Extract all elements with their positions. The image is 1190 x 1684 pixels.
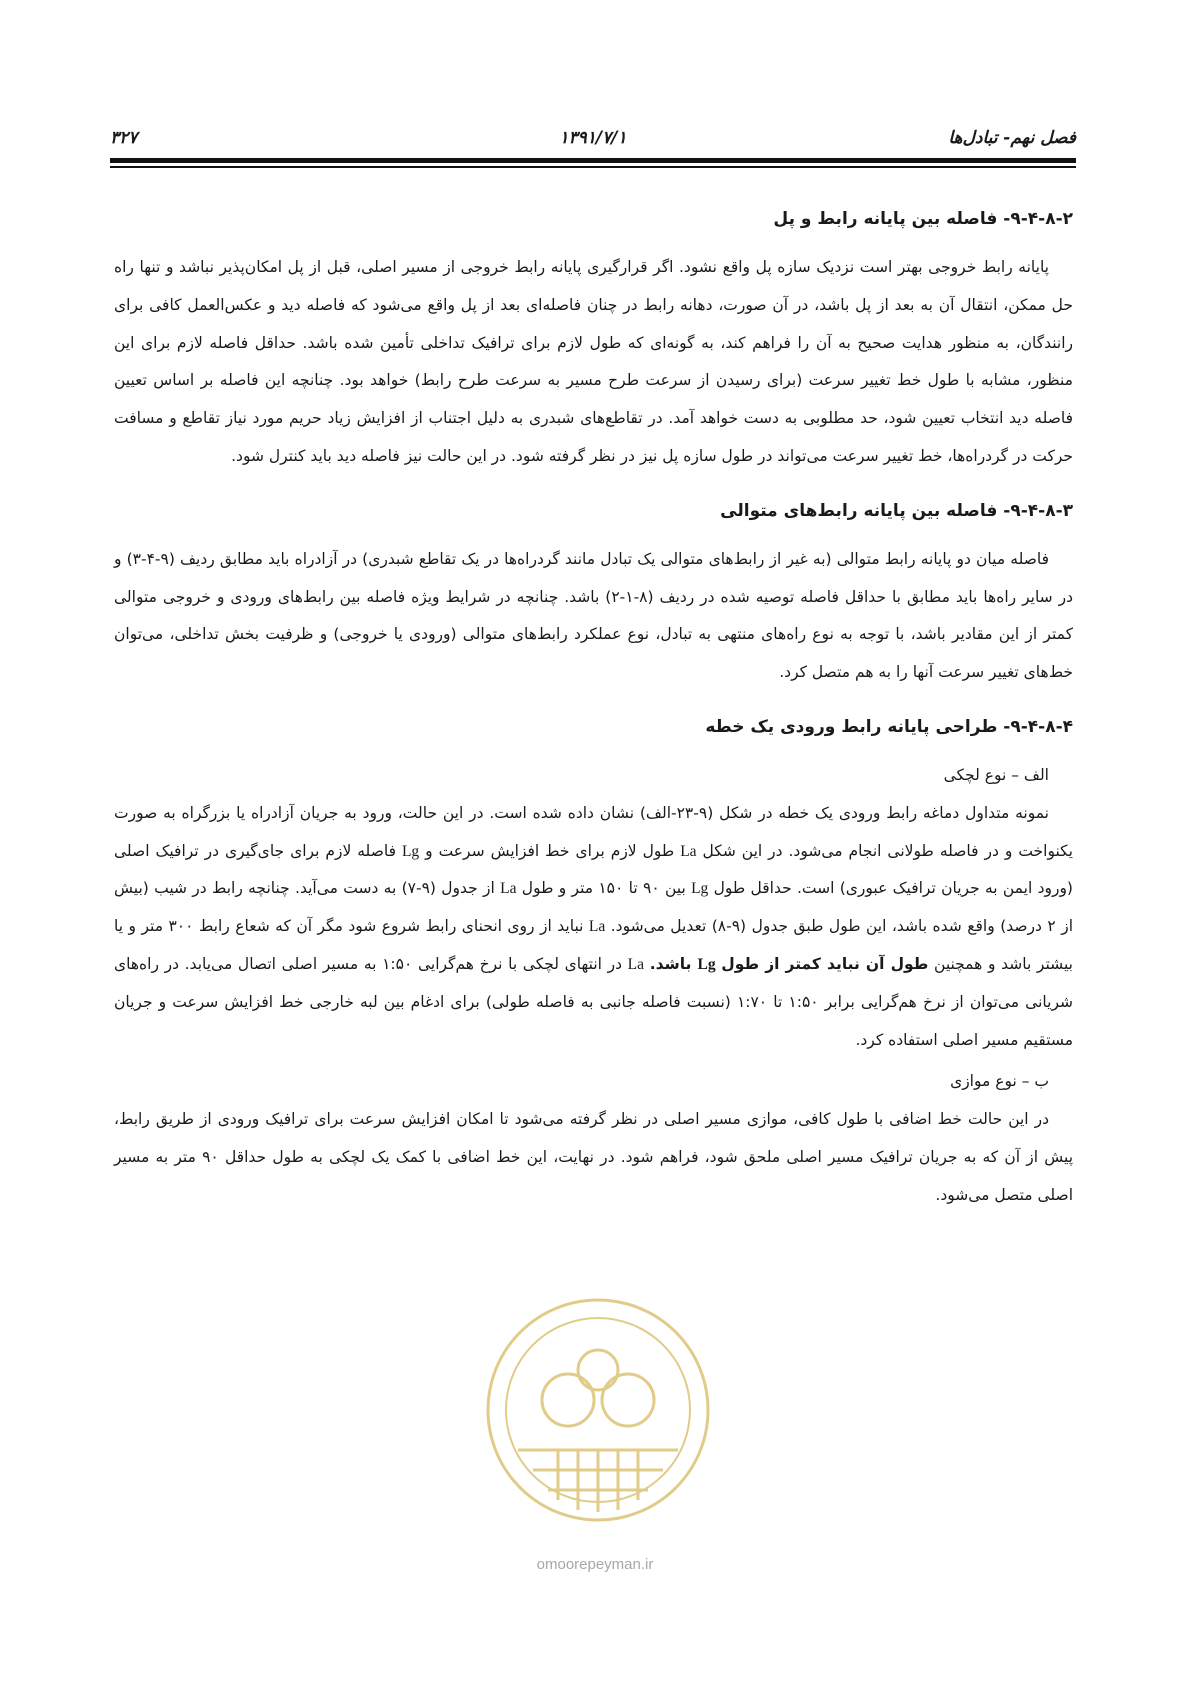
section-heading: ۹-۴-۸-۳- فاصله بین پایانه رابط‌های متوالی	[720, 500, 1073, 521]
watermark-site: omoorepeyman.ir	[536, 1556, 654, 1573]
paragraph: فاصله میان دو پایانه رابط متوالی (به غیر از رابط‌های متوالی یک تبادل مانند گردراه‌ها در یک تقاطع شبدری) در آزادراه باید مطابق ردیف (۹-۴-۳) و در سایر راه‌ها باید مطابق با حداقل فاصله توصیه شده در ردیف (۸-۱-۲) باشد. چنانچه در شرایط ویژه فاصله بین رابط‌های ورودی و خروجی متوالی کمتر از این مقادیر باشد، با توجه به نوع راه‌های منتهی به تبادل، نوع عملکرد رابط‌های متوالی (ورودی یا خروجی) و ظرفیت بخش تداخلی، می‌توان خط‌های تغییر سرعت آنها را به هم متصل کرد.	[114, 549, 1073, 682]
paragraph-parallel-type: در این حالت خط اضافی با طول کافی، موازی مسیر اصلی در نظر گرفته می‌شود تا امکان افزایش سرعت برای ترافیک ورودی از طریق رابط، پیش از آن که به جریان ترافیک مسیر اصلی ملحق شود، فراهم شود. در نهایت، این خط اضافی با کمک یک لچکی به طول حداقل ۹۰ متر به مسیر اصلی متصل می‌شود.	[114, 1110, 1074, 1204]
section-consecutive-ramps	[114, 498, 1073, 692]
paragraph-taper-type: نمونه متداول دماغه رابط ورودی یک خطه در شکل (۹-۲۳-الف) نشان داده شده است. در این حالت، ورود به جریان آزادراه یا بزرگراه به صورت یکنواخت و در فاصله طولانی انجام می‌شود. در این شکل La طول لازم برای خط افزایش سرعت و Lg فاصله لازم برای جای‌گیری در ترافیک اصلی (ورود ایمن به جریان ترافیک عبوری) است. حداقل طول Lg بین ۹۰ تا ۱۵۰ متر و طول La از جدول (۹-۷) به دست می‌آید. چنانچه رابط در شیب (بیش از ۲ درصد) واقع شده باشد، این طول طبق جدول (۹-۸) تعدیل می‌شود. La نباید از روی انحنای رابط شروع شود مگر آن که شعاع رابط ۳۰۰ متر و یا بیشتر باشد و همچنین طول آن نباید کمتر از طول Lg باشد. La در انتهای لچکی با نرخ هم‌گرایی ۱:۵۰ به مسیر اصلی اتصال می‌یابد. در راه‌های شریانی می‌توان از نرخ هم‌گرایی برابر ۱:۵۰ تا ۱:۷۰ (نسبت فاصله جانبی به فاصله طولی) برای ادغام بین لبه خارجی خط افزایش سرعت و جریان مستقیم مسیر اصلی استفاده کرد.	[114, 803, 1074, 1049]
bold-emphasis: طول آن نباید کمتر از طول	[721, 954, 929, 973]
page-header	[110, 122, 1076, 156]
gear-seal-logo-icon	[478, 1250, 718, 1570]
header-rule-thin	[110, 166, 1076, 168]
header-date: ۱۳۹۱/۷/۱	[559, 128, 627, 148]
section-heading: ۹-۴-۸-۴- طراحی پایانه رابط ورودی یک خطه	[705, 716, 1073, 737]
chapter-title: فصل نهم- تبادل‌ها	[948, 128, 1076, 148]
subheading-taper-type: الف – نوع لچکی	[943, 765, 1049, 784]
document-body	[114, 206, 1073, 1237]
section-entrance-ramp-design	[114, 714, 1073, 1215]
page-number: ۳۲۷	[110, 128, 138, 148]
section-bridge-distance	[114, 206, 1073, 476]
section-heading: ۹-۴-۸-۲- فاصله بین پایانه رابط و پل	[773, 209, 1073, 229]
paragraph: پایانه رابط خروجی بهتر است نزدیک سازه پل واقع نشود. اگر قرارگیری پایانه رابط خروجی از مسیر اصلی، قبل از پل امکان‌پذیر نباشد و تنها راه حل ممکن، انتقال آن به بعد از پل باشد، در آن صورت، دهانه رابط در چنان فاصله‌ای بعد از پل واقع می‌شود که فاصله دید و عکس‌العمل کافی برای رانندگان، به منظور هدایت صحیح به آن را فراهم کند، به گونه‌ای که طول لازم برای ترافیک تداخلی تأمین شده باشد. حداقل فاصله لازم برای این منظور، مشابه با طول خط تغییر سرعت (برای رسیدن از سرعت طرح مسیر به سرعت طرح رابط) خواهد بود. چنانچه این فاصله بر اساس تعیین فاصله دید انتخاب تعیین شود، حد مطلوبی به دست خواهد آمد. در تقاطع‌های شبدری به دلیل اجتناب از افزایش زیاد حریم مورد نیاز تقاطع و مسافت حرکت در گردراه‌ها، خط تغییر سرعت می‌تواند در طول سازه پل نیز در نظر گرفته شود. در این حالت نیز فاصله دید باید کنترل شود.	[114, 258, 1073, 465]
subheading-parallel-type: ب – نوع موازی	[950, 1072, 1049, 1091]
header-rule-thick	[110, 158, 1076, 163]
